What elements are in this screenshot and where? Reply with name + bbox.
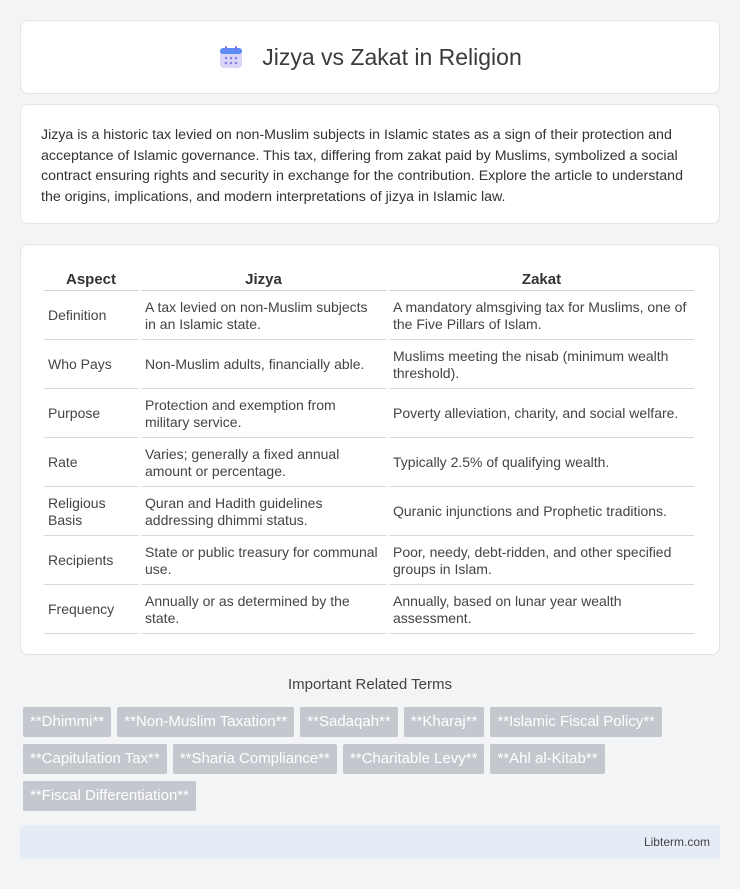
table-row [44,538,694,585]
calendar-icon [218,44,244,70]
header-jizya: Jizya [141,267,386,291]
footer [20,825,720,859]
table-cell-jizya: A tax levied on non-Muslim subjects in an Islamic state. [141,293,386,340]
related-terms-title: Important Related Terms [288,676,452,693]
intro-text: Jizya is a historic tax levied on non-Muslim subjects in Islamic states as a sign of their protection and acceptance of Islamic governance. This tax, differing from zakat paid by Muslims, symbolized a social contract ensuring rights and security in exchange for the contribution. Explore the article to understand the origins, implications, and modern interpretations of jizya in Islamic law. [41,127,683,205]
table-row [44,440,694,487]
related-term-tag[interactable]: **Non-Muslim Taxation** [117,707,294,737]
table-cell-jizya: Quran and Hadith guidelines addressing dhimmi status. [141,489,386,536]
table-cell-jizya: Protection and exemption from military service. [141,391,386,438]
table-cell-jizya: Varies; generally a fixed annual amount or percentage. [141,440,386,487]
table-row [44,342,694,389]
table-cell-zakat: Typically 2.5% of qualifying wealth. [389,440,694,487]
comparison-table [41,265,697,636]
related-term-tag[interactable]: **Fiscal Differentiation** [23,781,196,811]
table-header-row [44,267,694,291]
table-row [44,293,694,340]
related-terms-list [23,707,723,818]
table-row [44,587,694,634]
related-term-tag[interactable]: **Charitable Levy** [343,744,485,774]
header-aspect: Aspect [44,267,138,291]
table-row [44,489,694,536]
related-term-tag[interactable]: **Sharia Compliance** [173,744,337,774]
header-zakat: Zakat [389,267,694,291]
related-term-tag[interactable]: **Islamic Fiscal Policy** [490,707,662,737]
page-title: Jizya vs Zakat in Religion [262,43,522,70]
header-card [20,20,720,94]
table-cell-aspect: Recipients [44,538,138,585]
table-cell-jizya: Non-Muslim adults, financially able. [141,342,386,389]
table-cell-zakat: Muslims meeting the nisab (minimum wealth threshold). [389,342,694,389]
table-cell-aspect: Religious Basis [44,489,138,536]
related-term-tag[interactable]: **Capitulation Tax** [23,744,167,774]
related-term-tag[interactable]: **Sadaqah** [300,707,397,737]
table-cell-jizya: State or public treasury for communal use. [141,538,386,585]
footer-site[interactable]: Libterm.com [643,835,710,849]
table-cell-zakat: Annually, based on lunar year wealth assessment. [389,587,694,634]
table-cell-aspect: Rate [44,440,138,487]
table-cell-aspect: Purpose [44,391,138,438]
table-cell-jizya: Annually or as determined by the state. [141,587,386,634]
related-term-tag[interactable]: **Ahl al-Kitab** [490,744,604,774]
related-term-tag[interactable]: **Dhimmi** [23,707,111,737]
table-cell-aspect: Who Pays [44,342,138,389]
intro-card [20,104,720,224]
table-cell-zakat: Poor, needy, debt-ridden, and other specified groups in Islam. [389,538,694,585]
table-cell-zakat: Poverty alleviation, charity, and social welfare. [389,391,694,438]
table-cell-aspect: Definition [44,293,138,340]
table-cell-aspect: Frequency [44,587,138,634]
table-cell-zakat: A mandatory almsgiving tax for Muslims, one of the Five Pillars of Islam. [389,293,694,340]
table-row [44,391,694,438]
related-term-tag[interactable]: **Kharaj** [404,707,485,737]
table-cell-zakat: Quranic injunctions and Prophetic traditions. [389,489,694,536]
comparison-card [20,244,720,655]
